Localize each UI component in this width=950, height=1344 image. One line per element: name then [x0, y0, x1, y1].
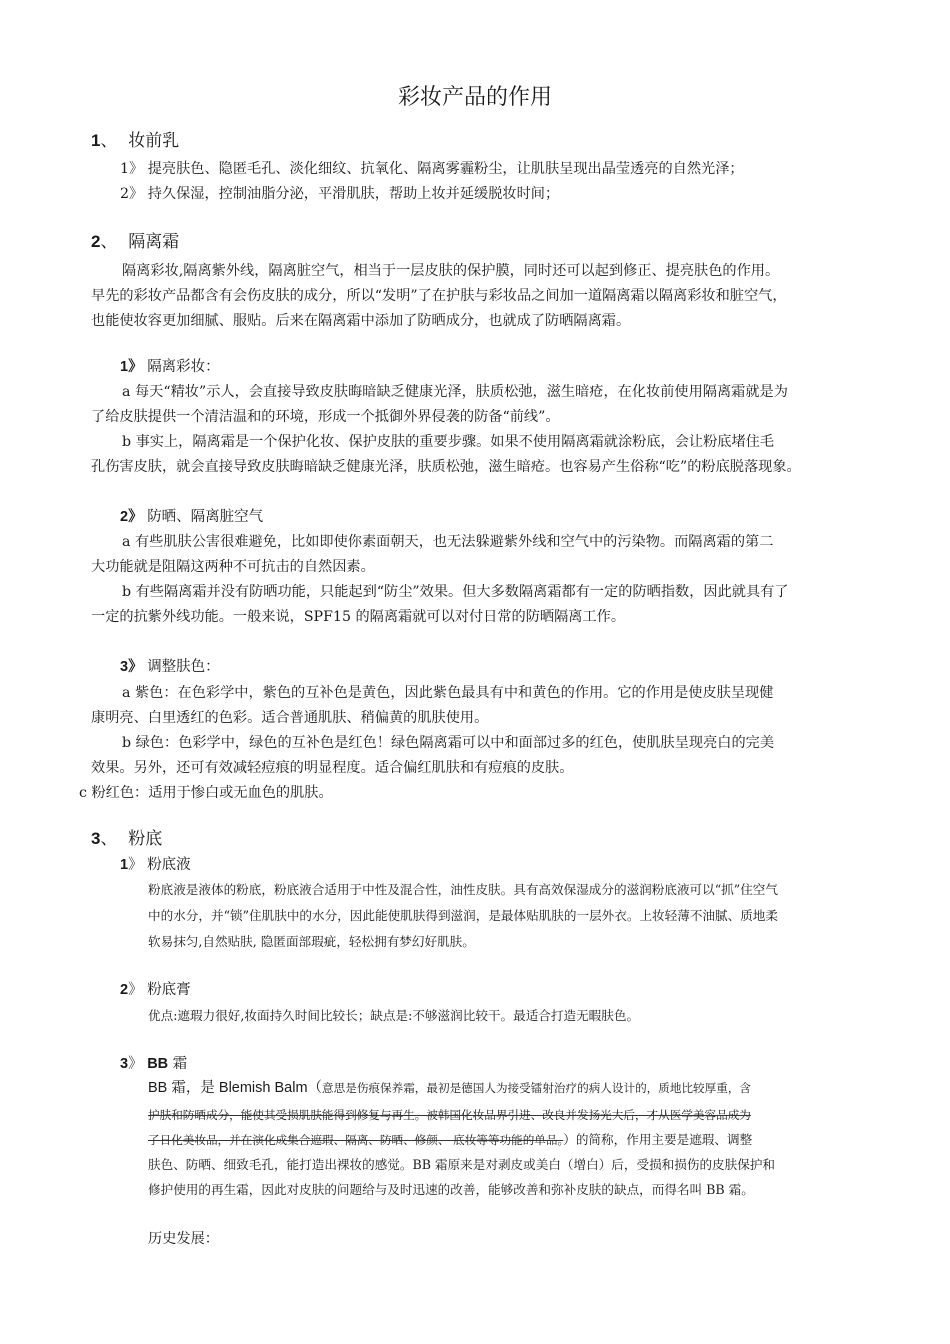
paragraph-line: 了给皮肤提供一个清洁温和的环境，形成一个抵御外界侵袭的防备“前线”。: [91, 409, 560, 425]
section-2-intro-line: 早先的彩妆产品都含有会伤皮肤的成分，所以“发明”了在护肤与彩妆品之间加一道隔离霜以隔离彩妆和脏空气，: [91, 288, 787, 304]
section-3-sub-1-heading: [120, 856, 191, 874]
paragraph-line: c 粉红色：适用于惨白或无血色的肌肤。: [79, 785, 333, 801]
paragraph-line: a 每天“精妆”示人，会直接导致皮肤晦暗缺乏健康光泽，肤质松弛，滋生暗疮，在化妆前使用隔离霜就是为: [122, 384, 788, 400]
section-3-heading: [91, 828, 162, 850]
sub-mark: 》: [128, 857, 143, 873]
paragraph-line: 中的水分，并“锁”住肌肤中的水分，因此能使肌肤得到滋润，是最体贴肌肤的一层外衣。上妆轻薄不油腻、质地柔: [148, 908, 778, 923]
bb-note-line-struck: 了日化美妆品，并在演化成集合遮瑕、隔离、防晒、修颜、 底妆等等功能的单品。: [148, 1133, 564, 1147]
sub-number: 3》: [120, 659, 143, 675]
section-3-title: 粉底: [128, 829, 163, 849]
paragraph-line: b 有些隔离霜并没有防晒功能，只能起到“防尘”效果。但大多数隔离霜都有一定的防晒指数，因此就具有了: [122, 584, 789, 600]
paragraph-line: b 事实上，隔离霜是一个保护化妆、保护皮肤的重要步骤。如果不使用隔离霜就涂粉底，会让粉底堵住毛: [122, 434, 775, 450]
paragraph-line: a 有些肌肤公害很难避免，比如即使你素面朝天，也无法躲避紫外线和空气中的污染物。而隔离霜的第二: [122, 534, 774, 550]
sub-title: 霜: [168, 1056, 188, 1072]
section-2-number: 2: [91, 232, 101, 251]
sub-title: 粉底液: [147, 857, 191, 873]
paragraph-line: 修护使用的再生霜，因此对皮肤的问题给与及时迅速的改善，能够改善和弥补皮肤的缺点，而得名叫 BB 霜。: [148, 1182, 754, 1197]
page-title: 彩妆产品的作用: [397, 85, 552, 110]
section-1-number: 1: [91, 131, 101, 150]
section-3-number: 3: [91, 829, 101, 848]
section-2-sub-1-heading: [120, 358, 220, 376]
sub-number: 2: [120, 982, 129, 998]
section-3-sub-2-heading: [120, 981, 191, 999]
sub-title: 隔离彩妆：: [147, 359, 220, 375]
paragraph-line: a 紫色：在色彩学中，紫色的互补色是黄色，因此紫色最具有中和黄色的作用。它的作用是使皮肤呈现健: [122, 685, 774, 701]
sub-mark: 》: [128, 1056, 143, 1072]
paragraph-line: 软易抹匀,自然贴肤, 隐匿面部瑕疵，轻松拥有梦幻好肌肤。: [148, 934, 475, 949]
section-3-separator: 、: [100, 829, 118, 849]
paragraph-line: 肤色、防晒、细致毛孔，能打造出裸妆的感觉。BB 霜原来是对剥皮或美白（增白）后，受损和损伤的皮肤保护和: [148, 1157, 776, 1172]
section-1-separator: 、: [100, 131, 118, 151]
section-2-sub-3-heading: [120, 658, 220, 676]
section-1-title: 妆前乳: [128, 131, 180, 151]
paragraph-line: 康明亮、白里透红的色彩。适合普通肌肤、稍偏黄的肌肤使用。: [91, 710, 489, 726]
bb-definition-start: BB 霜，是 Blemish Balm（: [148, 1080, 323, 1096]
paragraph-line: 一定的抗紫外线功能。一般来说，SPF15 的隔离霜就可以对付日常的防晒隔离工作。: [91, 609, 626, 625]
sub-number: 3: [120, 1056, 129, 1072]
section-2-heading: [91, 231, 179, 253]
sub-title-bold: BB: [147, 1056, 169, 1072]
section-1-item-1: 1》 提亮肤色、隐匿毛孔、淡化细纹、抗氧化、隔离雾霾粉尘，让肌肤呈现出晶莹透亮的自然光泽；: [120, 161, 744, 177]
section-2-separator: 、: [100, 232, 118, 252]
section-2-intro-line: 隔离彩妆,隔离紫外线，隔离脏空气，相当于一层皮肤的保护膜，同时还可以起到修正、提亮肤色的作用。: [122, 263, 780, 279]
section-1-heading: [91, 130, 179, 152]
section-1-item-2: 2》 持久保湿，控制油脂分泌，平滑肌肤，帮助上妆并延缓脱妆时间；: [120, 186, 560, 202]
section-2-intro-line: 也能使妆容更加细腻、服贴。后来在隔离霜中添加了防晒成分，也就成了防晒隔离霜。: [91, 313, 631, 329]
paragraph-line: 粉底液是液体的粉底，粉底液合适用于中性及混合性，油性皮肤。具有高效保湿成分的滋润粉底液可以“抓”住空气: [148, 882, 778, 897]
sub-number: 1》: [120, 359, 143, 375]
section-2-sub-2-heading: [120, 508, 263, 526]
section-3-sub-3-heading: [120, 1055, 187, 1073]
bb-definition-note: 意思是伤痕保养霜，最初是德国人为接受镭射治疗的病人设计的，质地比较厚重，含: [322, 1081, 752, 1095]
bb-note-line-struck: 护肤和防晒成分，能使其受损肌肤能得到修复与再生。被韩国化妆品界引进、改良并发扬光大后，才从医学美容品成为: [148, 1108, 751, 1122]
history-heading: 历史发展：: [148, 1231, 219, 1247]
sub-mark: 》: [128, 982, 143, 998]
sub-title: 调整肤色：: [147, 659, 220, 675]
paragraph-line: 大功能就是阻隔这两种不可抗击的自然因素。: [91, 559, 375, 575]
sub-number: 1: [120, 857, 129, 873]
paragraph-line: 优点:遮瑕力很好,妆面持久时间比较长；缺点是:不够滋润比较干。最适合打造无暇肤色。: [148, 1008, 640, 1023]
sub-title: 粉底膏: [147, 982, 191, 998]
paragraph-line: 效果。另外，还可有效减轻痘痕的明显程度。适合偏红肌肤和有痘痕的皮肤。: [91, 760, 574, 776]
bb-definition-end: ）的简称，作用主要是遮瑕、调整: [563, 1132, 753, 1147]
sub-number: 2》: [120, 509, 143, 525]
bb-line-1: [148, 1080, 751, 1096]
sub-title: 防晒、隔离脏空气: [147, 509, 264, 525]
paragraph-line: b 绿色：色彩学中，绿色的互补色是红色！绿色隔离霜可以中和面部过多的红色，使肌肤呈现亮白的完美: [122, 735, 775, 751]
section-2-title: 隔离霜: [128, 232, 180, 252]
paragraph-line: 孔伤害皮肤，就会直接导致皮肤晦暗缺乏健康光泽，肤质松弛，滋生暗疮。也容易产生俗称“吃”的粉底脱落现象。: [91, 459, 801, 475]
bb-line-3: [148, 1132, 752, 1148]
